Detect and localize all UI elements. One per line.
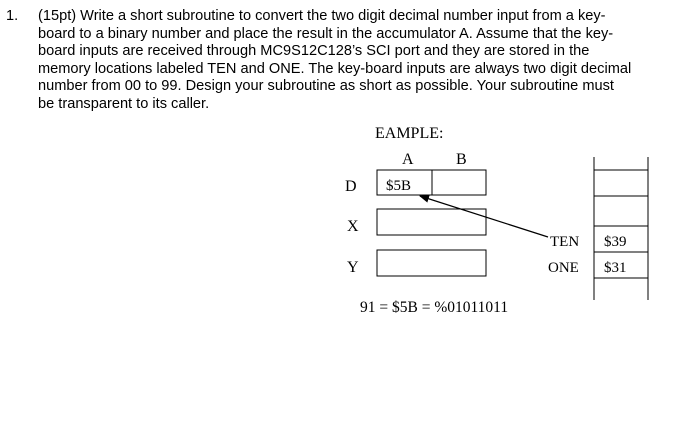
register-x-label: X [347,218,359,235]
register-d-label: D [345,178,357,195]
problem-line: board inputs are received through MC9S12C128’s SCI port and they are stored in the [38,43,590,60]
register-y-label: Y [347,259,359,276]
problem-line: number from 00 to 99. Design your subroutine as short as possible. Your subroutine must [38,78,614,95]
register-a-value: $5B [386,178,412,194]
problem-line: memory locations labeled TEN and ONE. The key-board inputs are always two digit decimal [38,60,632,77]
memory-ten-value: $39 [604,234,627,250]
arrow [420,196,548,237]
figure-title: EAMPLE: [375,125,444,142]
memory-one-value: $31 [604,260,627,276]
problem-line: be transparent to its caller. [38,95,210,112]
problem-number: 1. [6,8,19,24]
register-y-box [377,250,486,276]
column-a-label: A [402,151,414,168]
register-x-box [377,209,486,235]
column-b-label: B [456,151,467,168]
memory-stack [594,157,648,300]
problem-line: board to a binary number and place the result in the accumulator A. Assume that the key- [38,25,614,42]
memory-ten-label: TEN [550,234,580,250]
problem-line: (15pt) Write a short subroutine to convert the two digit decimal number input from a key- [38,8,606,24]
memory-one-label: ONE [548,260,579,276]
conversion-equation: 91 = $5B = %01011011 [360,299,509,316]
